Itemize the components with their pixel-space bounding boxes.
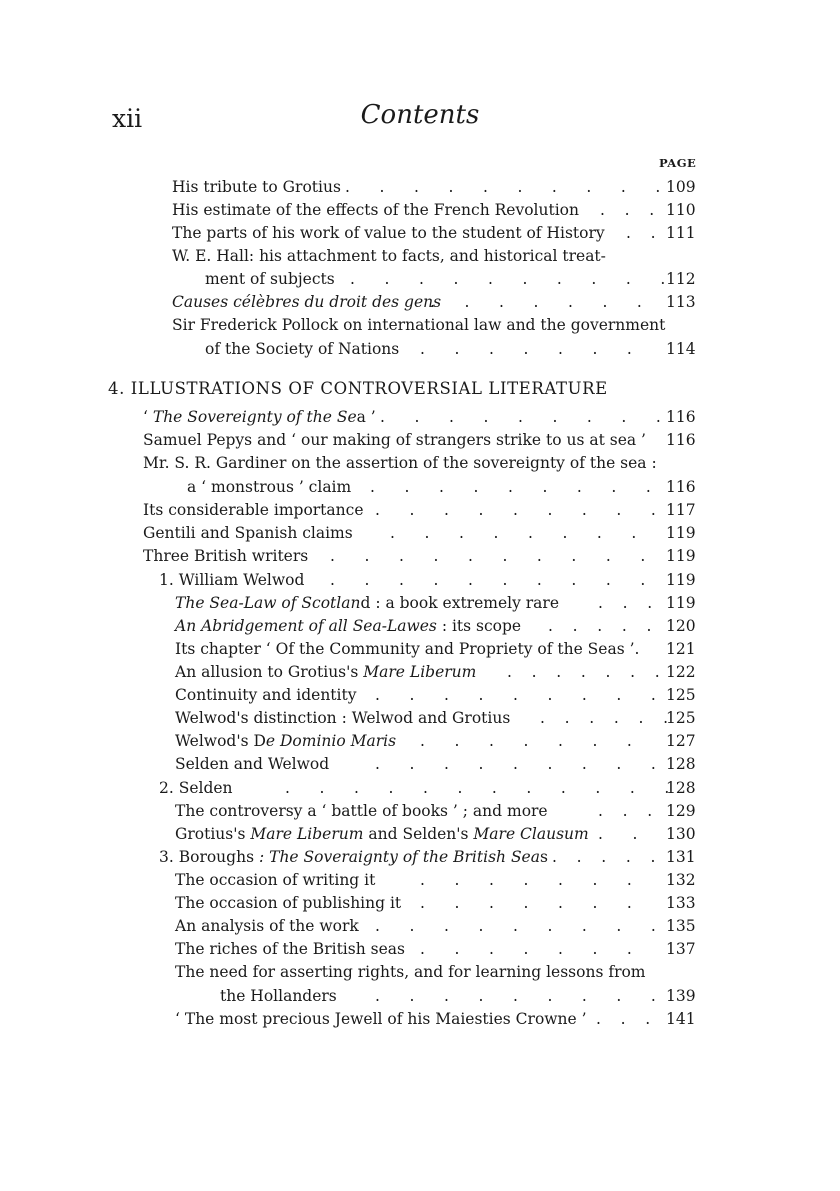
toc-page-number: 119	[666, 547, 696, 565]
toc-entry	[172, 314, 665, 336]
dot-leader: . . . . . . .	[507, 663, 660, 681]
dot-leader: . . . . . . . . . .	[330, 571, 646, 589]
toc-entry-text: His tribute to Grotius	[172, 178, 341, 196]
toc-page-number: 130	[666, 825, 696, 843]
toc-entry-text: The occasion of publishing it	[175, 894, 402, 912]
toc-page-number: 125	[666, 686, 696, 704]
toc-entry-text: An Abridgement of all Sea-Lawes : its scope	[175, 617, 522, 635]
toc-entry-text: Its considerable importance	[143, 501, 364, 519]
dot-leader: . . . . . . . . .	[375, 917, 656, 935]
dot-leader: . . . . . . .	[430, 293, 642, 311]
toc-entry-text: An allusion to Grotius's Mare Liberum	[175, 663, 477, 681]
toc-entry-text: An analysis of the work	[175, 917, 359, 935]
toc-entry	[175, 638, 639, 660]
toc-entry	[143, 545, 308, 567]
dot-leader: . . . . . . .	[420, 340, 632, 358]
toc-entry	[175, 661, 476, 683]
toc-entry	[175, 915, 359, 937]
toc-page-number: 110	[666, 201, 696, 219]
toc-entry-text: The riches of the British seas	[175, 940, 405, 958]
dot-leader: . . .	[596, 1010, 651, 1028]
toc-page-number: 128	[666, 755, 696, 773]
toc-entry-text: W. E. Hall: his attachment to facts, and historical treat-	[172, 247, 606, 265]
toc-entry-text: Sir Frederick Pollock on international law and the government	[172, 316, 666, 334]
page-column-label: PAGE	[659, 156, 697, 170]
toc-entry-text: Selden and Welwod	[175, 755, 330, 773]
dot-leader: . . . . .	[552, 848, 656, 866]
toc-page-number: 121	[666, 640, 696, 658]
section-heading: 4. ILLUSTRATIONS OF CONTROVERSIAL LITERATURE	[108, 379, 608, 398]
dot-leader: . . . . . . .	[420, 732, 632, 750]
toc-page-number: 109	[666, 178, 696, 196]
dot-leader: . .	[598, 825, 638, 843]
dot-leader: . . . . . . . . .	[375, 686, 656, 704]
toc-page-number: 116	[666, 431, 696, 449]
toc-entry	[205, 268, 335, 290]
toc-entry	[175, 938, 405, 960]
toc-entry-text: Continuity and identity	[175, 686, 357, 704]
toc-entry-text: Welwod's distinction : Welwod and Grotius	[175, 709, 511, 727]
toc-entry-text: Samuel Pepys and ‘ our making of strangers strike to us at sea ’	[143, 431, 646, 449]
toc-entry-text: a ‘ monstrous ’ claim	[187, 478, 352, 496]
toc-entry-text: Gentili and Spanish claims	[143, 524, 353, 542]
dot-leader: . . . . . .	[540, 709, 669, 727]
dot-leader: . . . . . . . . .	[370, 478, 651, 496]
dot-leader: . . .	[598, 594, 653, 612]
toc-page-number: 119	[666, 571, 696, 589]
toc-entry	[220, 985, 337, 1007]
dot-leader: . . . . . . . . . .	[330, 547, 646, 565]
toc-page-number: 141	[666, 1010, 696, 1028]
toc-entry-text: Its chapter ‘ Of the Community and Propriety of the Seas ’.	[175, 640, 640, 658]
dot-leader: . . . . . . .	[420, 871, 632, 889]
toc-entry	[159, 569, 304, 591]
toc-entry	[159, 777, 233, 799]
toc-entry	[172, 245, 606, 267]
toc-page-number: 119	[666, 594, 696, 612]
dot-leader: . . .	[598, 802, 653, 820]
toc-entry	[172, 176, 341, 198]
toc-page-number: 127	[666, 732, 696, 750]
toc-entry	[175, 730, 396, 752]
toc-entry	[175, 592, 559, 614]
toc-page-number: 132	[666, 871, 696, 889]
toc-page-number: 139	[666, 987, 696, 1005]
toc-entry	[143, 499, 364, 521]
toc-entry	[175, 684, 356, 706]
toc-entry	[172, 291, 441, 313]
dot-leader: . . . . . . .	[420, 894, 632, 912]
toc-page-number: 120	[666, 617, 696, 635]
toc-entry	[205, 338, 399, 360]
toc-entry-text: ‘ The Sovereignty of the Sea ’	[143, 408, 376, 426]
toc-entry	[159, 846, 548, 868]
toc-entry	[143, 429, 646, 451]
toc-page-number: 128	[666, 779, 696, 797]
toc-page-number: 122	[666, 663, 696, 681]
toc-entry	[175, 1008, 587, 1030]
toc-entry-text: The need for asserting rights, and for learning lessons from	[175, 963, 646, 981]
toc-entry	[187, 476, 351, 498]
toc-entry-text: ment of subjects	[205, 270, 335, 288]
toc-entry	[143, 406, 376, 428]
dot-leader: . . . . . . . . . .	[350, 270, 666, 288]
toc-entry	[175, 753, 329, 775]
toc-page-number: 116	[666, 478, 696, 496]
toc-page-number: 131	[666, 848, 696, 866]
toc-entry-text: Causes célèbres du droit des gens	[172, 293, 442, 311]
toc-entry-text: Welwod's De Dominio Maris	[175, 732, 397, 750]
toc-page-number: 112	[666, 270, 696, 288]
toc-entry-text: Grotius's Mare Liberum and Selden's Mare Clausum	[175, 825, 589, 843]
toc-entry	[175, 823, 589, 845]
dot-leader: . . . . . . . . .	[375, 501, 656, 519]
toc-page-number: 114	[666, 340, 696, 358]
dot-leader: . . . . .	[548, 617, 652, 635]
toc-entry	[143, 522, 353, 544]
toc-page-number: 129	[666, 802, 696, 820]
toc-page-number: 125	[666, 709, 696, 727]
dot-leader: . . . . . . .	[420, 940, 632, 958]
dot-leader: . . . . . . . . .	[380, 408, 661, 426]
toc-entry	[175, 800, 548, 822]
toc-entry-text: His estimate of the effects of the French Revolution	[172, 201, 579, 219]
toc-page-number: 117	[666, 501, 696, 519]
dot-leader: . . . . . . . . . . . .	[285, 779, 670, 797]
toc-entry-text: The occasion of writing it	[175, 871, 376, 889]
toc-entry	[143, 452, 657, 474]
toc-page-number: 116	[666, 408, 696, 426]
toc-entry	[172, 199, 579, 221]
toc-page-number: 111	[666, 224, 696, 242]
dot-leader: . . . . . . . . . .	[345, 178, 661, 196]
dot-leader: . .	[626, 224, 656, 242]
running-title: Contents	[360, 100, 480, 130]
toc-entry-text: of the Society of Nations	[205, 340, 400, 358]
toc-entry-text: The Sea-Law of Scotland : a book extremely rare	[175, 594, 560, 612]
toc-entry-text: 3. Boroughs : The Soveraignty of the British Seas	[159, 848, 548, 866]
toc-page-number: 135	[666, 917, 696, 935]
toc-entry	[175, 869, 375, 891]
toc-entry-text: ‘ The most precious Jewell of his Maiesties Crowne ’	[175, 1010, 587, 1028]
toc-entry-text: the Hollanders	[220, 987, 337, 1005]
toc-entry-text: The parts of his work of value to the student of History	[172, 224, 605, 242]
dot-leader: . . . . . . . . .	[375, 987, 656, 1005]
dot-leader: . . . . . . . .	[390, 524, 637, 542]
toc-page-number: 119	[666, 524, 696, 542]
page-number: xii	[112, 104, 143, 133]
toc-page-number: 113	[666, 293, 696, 311]
toc-entry	[175, 615, 521, 637]
toc-entry	[172, 222, 605, 244]
toc-entry-text: Mr. S. R. Gardiner on the assertion of the sovereignty of the sea :	[143, 454, 657, 472]
toc-entry-text: Three British writers	[143, 547, 309, 565]
toc-page-number: 133	[666, 894, 696, 912]
toc-page-number: 137	[666, 940, 696, 958]
toc-entry	[175, 961, 646, 983]
toc-entry-text: The controversy a ‘ battle of books ’ ; and more	[175, 802, 548, 820]
toc-entry-text: 2. Selden	[159, 779, 233, 797]
toc-entry	[175, 707, 510, 729]
dot-leader: . . .	[600, 201, 655, 219]
dot-leader: . . . . . . . . .	[375, 755, 656, 773]
toc-entry	[175, 892, 401, 914]
toc-entry-text: 1. William Welwod	[159, 571, 305, 589]
